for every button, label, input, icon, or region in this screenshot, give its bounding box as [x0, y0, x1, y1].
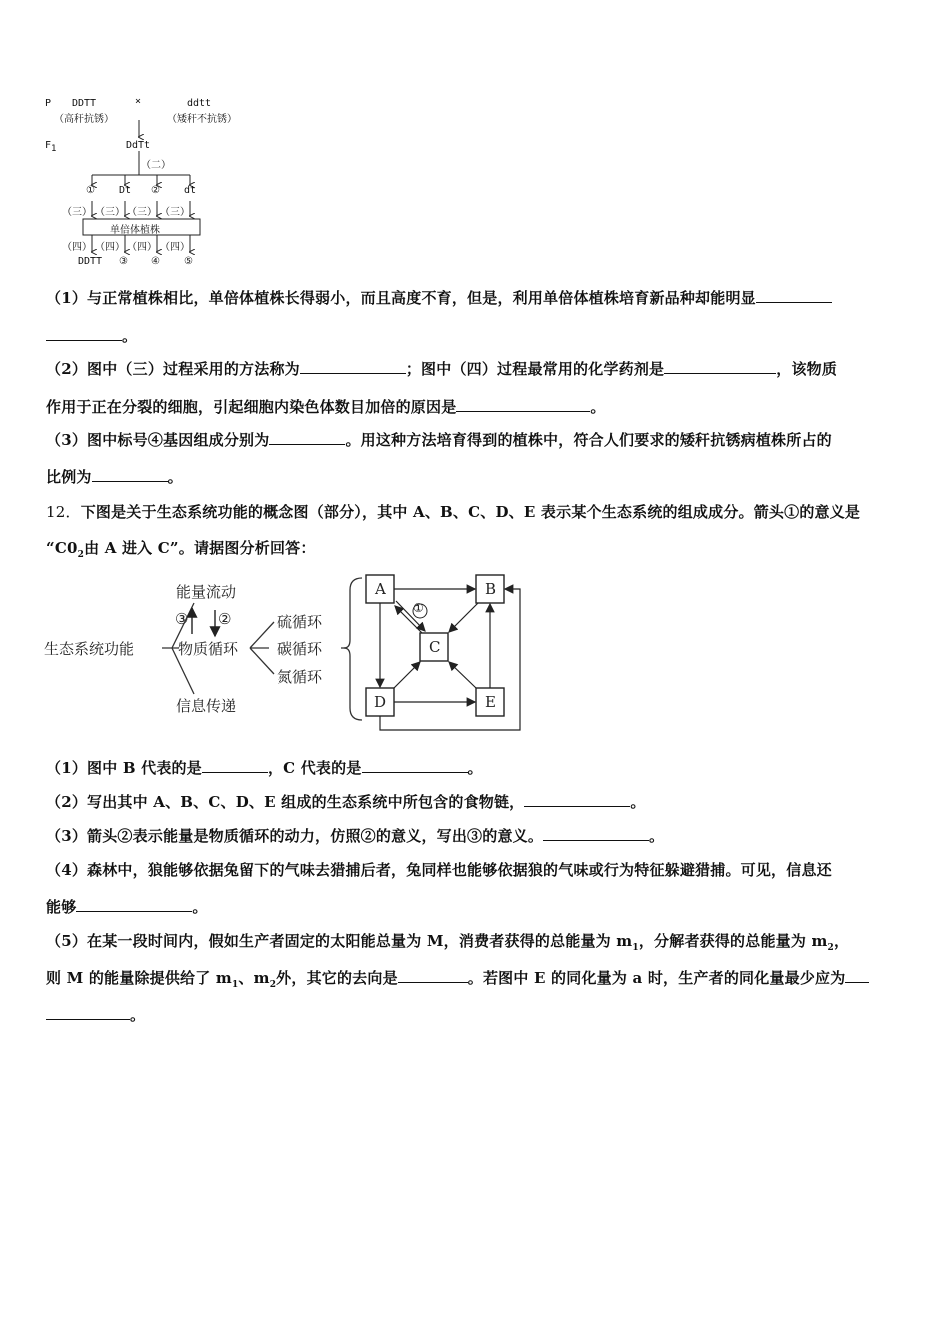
step-three-1: （三） [62, 207, 92, 218]
gamete-4: dt [184, 185, 197, 196]
answer-blank[interactable] [269, 430, 345, 445]
q12-part3: （3）箭头②表示能量是物质循环的动力，仿照②的意义，写出③的意义。 。 [46, 827, 665, 845]
answer-blank[interactable] [362, 758, 468, 773]
question-number: 12． [46, 503, 81, 521]
breeding-cross-diagram [40, 95, 270, 275]
answer-blank[interactable] [845, 968, 869, 983]
node-a: A [375, 580, 386, 598]
result-4: ⑤ [184, 256, 193, 267]
result-2: ③ [119, 256, 128, 267]
q12-part5-line2: 则 M 的能量除提供给了 $m_1$、$m_2$外，其它的去向是 。若图中 E 的同化量为 a 时，生产者的同化量最少应为 [46, 967, 869, 990]
parent1-phenotype: （高秆抗锈） [54, 114, 114, 125]
step-four-3: （四） [127, 242, 157, 253]
p-label: P [45, 98, 52, 109]
answer-blank[interactable] [756, 288, 832, 303]
ecosystem-concept-map [44, 570, 534, 740]
cycle-nitrogen: 氮循环 [277, 668, 323, 686]
step-four-2: （四） [95, 242, 125, 253]
answer-blank[interactable] [202, 758, 268, 773]
result-3: ④ [151, 256, 160, 267]
step-four-4: （四） [160, 242, 190, 253]
q12-part4-line1: （4）森林中，狼能够依据兔留下的气味去猎捕后者，兔同样也能够依据狼的气味或行为特征躲避猎捕。可见，信息还 [46, 861, 832, 879]
parent1-genotype: DDTT [72, 98, 97, 109]
branch-energy-flow: 能量流动 [176, 583, 237, 601]
answer-blank[interactable] [524, 792, 630, 807]
node-b: B [485, 580, 497, 598]
gamete-1: ① [86, 185, 95, 196]
q12-part2: （2）写出其中 A、B、C、D、E 组成的生态系统中所包含的食物链， 。 [46, 793, 646, 811]
answer-blank[interactable] [456, 397, 590, 412]
answer-blank[interactable] [398, 968, 468, 983]
parent2-genotype: ddtt [187, 98, 212, 109]
f1-genotype: DdTt [126, 140, 151, 151]
q12-intro-line1: 12．下图是关于生态系统功能的概念图（部分），其中 A、B、C、D、E 表示某个生态系统的组成成分。箭头①的意义是 [46, 503, 861, 521]
q11-part3-line2: 比例为 。 [46, 468, 183, 486]
step-three-3: （三） [127, 207, 157, 218]
cycle-sulfur: 硫循环 [277, 613, 323, 631]
node-e: E [485, 693, 496, 711]
arrow-1-label: ① [413, 601, 424, 615]
result-1: DDTT [78, 256, 103, 267]
q11-part2-line2: 作用于正在分裂的细胞，引起细胞内染色体数目加倍的原因是 。 [46, 398, 606, 416]
step-three-2: （三） [95, 207, 125, 218]
q12-part5-line1: （5）在某一段时间内，假如生产者固定的太阳能总量为 M，消费者获得的总能量为 $m_1$，分解者获得的总能量为 $m_2$， [46, 932, 850, 953]
q12-part4-line2: 能够 。 [46, 898, 208, 916]
gamete-2: Dt [119, 185, 132, 196]
answer-blank[interactable] [543, 826, 649, 841]
gamete-3: ② [151, 185, 160, 196]
q11-part1-line1: （1）与正常植株相比，单倍体植株长得弱小，而且高度不育，但是，利用单倍体植株培育新品种却能明显 [46, 287, 832, 308]
q11-part3-line1: （3）图中标号④基因组成分别为 。用这种方法培育得到的植株中，符合人们要求的矮秆抗锈病植株所占的 [46, 431, 832, 449]
cross-symbol: × [135, 96, 142, 107]
q12-part1: （1）图中 B 代表的是 ，C 代表的是 。 [46, 759, 483, 777]
branch-material-cycle: 物质循环 [178, 640, 239, 658]
branch-information-transfer: 信息传递 [176, 697, 237, 715]
step-two-label: （二） [141, 160, 171, 171]
answer-blank[interactable] [92, 467, 168, 482]
q11-part2-line1: （2）图中（三）过程采用的方法称为 ；图中（四）过程最常用的化学药剂是 ，该物质 [46, 360, 838, 378]
answer-blank[interactable] [300, 359, 406, 374]
step-four-1: （四） [62, 242, 92, 253]
concept-root: 生态系统功能 [44, 640, 135, 658]
arrow-3-label: ③ [175, 610, 189, 628]
answer-blank[interactable] [76, 897, 192, 912]
haploid-box-label: 单倍体植株 [110, 225, 160, 236]
answer-blank[interactable] [46, 326, 122, 341]
step-three-4: （三） [160, 207, 190, 218]
answer-blank[interactable] [664, 359, 776, 374]
arrow-2-label: ② [218, 610, 232, 628]
node-d: D [374, 693, 387, 711]
answer-blank[interactable] [46, 1005, 130, 1020]
node-c: C [429, 638, 441, 656]
parent2-phenotype: （矮秆不抗锈） [167, 114, 237, 125]
cycle-carbon: 碳循环 [277, 640, 323, 658]
q12-intro-line2: “$C0_2$由 A 进入 C”。请据图分析回答： [46, 539, 316, 560]
q11-part1-line2: 。 [46, 325, 137, 346]
f1-label: $F_1$ [45, 140, 57, 154]
q12-part5-line3: 。 [46, 1004, 145, 1025]
